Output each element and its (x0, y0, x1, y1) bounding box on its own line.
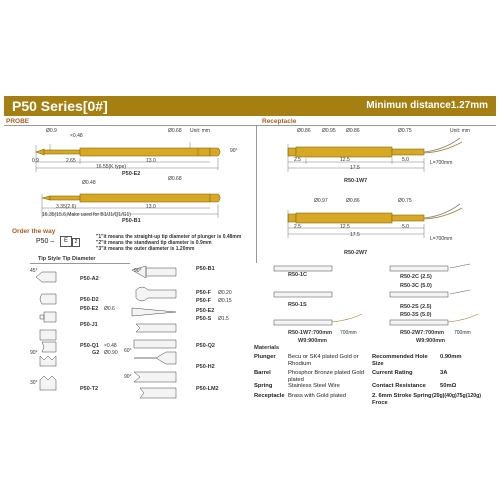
order-note-3: "3"it means the outer diameter is 1.20mm (96, 246, 195, 252)
spec-v2-1: 3A (440, 370, 448, 376)
tip-left-6: P50-T2 (80, 386, 99, 392)
spec-k2-3: 2. 6mm Stroke Spring Froce (372, 393, 432, 406)
rec-small-3: R50-1S (288, 302, 307, 308)
tip-mid-1-extra: Ø0.20 (218, 290, 232, 296)
rec-small-2: R50-3C (5.0) (400, 283, 432, 289)
angle-3: 90° (134, 268, 142, 274)
dim-1w7-7: 17.5 (350, 165, 360, 171)
rec-small-10: 700mm (340, 330, 357, 336)
order-title: Order the way (12, 228, 56, 235)
dim-1w7-4: 2.5 (294, 157, 301, 163)
tip-mid-4: P50-S (196, 316, 212, 322)
receptacle-1w7-label: R50-1W7 (344, 178, 368, 184)
dim-b1-0: Ø0.48 (82, 180, 96, 186)
spec-k2-2: Contact Resistance (372, 383, 426, 389)
dim-2w7-1: Ø0.86 (346, 198, 360, 204)
angle-5: 90° (124, 374, 132, 380)
order-sub: 2 (72, 238, 80, 247)
dim-1w7-6: 5.0 (402, 157, 409, 163)
tip-header-rule (30, 263, 130, 264)
order-note-1: "1"it means the straight-up tip diameter of plunger is 0.48mm (96, 234, 242, 240)
spec-v2-0: 0.90mm (440, 354, 462, 360)
rec-small-9: W9:900mm (416, 338, 446, 344)
tip-mid-5: P50-Q2 (196, 343, 215, 349)
dim-2w7-4: 12.5 (340, 224, 350, 230)
tip-mid-2: P50-F (196, 298, 211, 304)
spec-k-2: Spring (254, 383, 273, 389)
angle-1: 90° (30, 350, 38, 356)
dim-2w7-7: L=700mm (430, 236, 453, 242)
dim-e2-6: 13.0 (146, 158, 156, 164)
rec-small-1: R50-2C (2.5) (400, 274, 432, 280)
spec-k2-1: Current Rating (372, 370, 413, 376)
dim-b1-1: Ø0.68 (168, 176, 182, 182)
probe-e2-drawing (30, 130, 230, 175)
order-code: P50 – (36, 238, 55, 245)
spec-k-3: Receptacle (254, 393, 285, 399)
dim-1w7-2: Ø0.86 (346, 128, 360, 134)
min-distance: Minimun distance1.27mm (366, 100, 488, 111)
tip-mid-4-extra: Ø1.5 (218, 316, 229, 322)
dim-2w7-2: Ø0.75 (398, 198, 412, 204)
unit-label: Unit∶ mm (190, 128, 210, 134)
tip-left-5: G2 (92, 350, 100, 356)
rec-small-4: R50-2S (2.5) (400, 304, 432, 310)
dim-e2-3: 0.9 (32, 158, 39, 164)
rec-small-8: W9:900mm (298, 338, 328, 344)
dim-e2-4: 2.65 (66, 158, 76, 164)
spec-v-2: Stainless Steel Wire (288, 383, 340, 389)
dim-b1-2: 3.35(2.6) (56, 204, 77, 210)
probe-b1-label: P50-B1 (122, 218, 141, 224)
receptacle-2w7-label: R50-2W7 (344, 250, 368, 256)
dim-2w7-3: 2.5 (294, 224, 301, 230)
spec-v2-2: 50mΩ (440, 383, 457, 389)
spec-v2-3: (20g)(40g)75g(120g) (432, 393, 482, 399)
spec-k-1: Barrel (254, 370, 271, 376)
dim-b1-3: 13.0 (146, 204, 156, 210)
dim-b1-4: 16.35(15.6,Make used for B1/J1/Q1/G1) (42, 212, 131, 218)
tip-mid-1: P50-F (196, 290, 211, 296)
probe-section-title: PROBE (6, 118, 30, 125)
tip-mid-7: P50-LM2 (196, 386, 219, 392)
tip-left-2-extra: Ø0.6 (104, 306, 115, 312)
dim-1w7-5: 12.5 (340, 157, 350, 163)
unit-label-right: Unit∶ mm (450, 128, 470, 134)
rec-small-7: R50-2W7:700mm (400, 330, 445, 336)
order-box: E (60, 236, 72, 247)
angle-0: 45° (30, 268, 38, 274)
dim-1w7-3: Ø0.75 (398, 128, 412, 134)
tip-left-5-extra: Ø0.90 (104, 350, 118, 356)
dim-2w7-0: Ø0.97 (314, 198, 328, 204)
section-divider (256, 125, 257, 263)
spec-v-3: Brass with Gold plated (288, 393, 346, 399)
order-note-2: "2"it means the standward tip diameter is 0.9mm (96, 240, 212, 246)
rec-small-11: 700mm (454, 330, 471, 336)
dim-e2-7: 90° (230, 148, 238, 154)
tip-mid-0: P50-B1 (196, 266, 215, 272)
rec-small-6: R50-1W7:700mm (288, 330, 333, 336)
dim-e2-5: 16.55(K type) (96, 164, 127, 170)
spec-k2-0: Recommended Hole Size (372, 354, 428, 367)
dim-e2-1: ×0.48 (70, 133, 83, 139)
series-title: P50 Series[0#] (12, 98, 108, 114)
spec-v-0: Becu or SK4 plated Gold or Rhodium (288, 354, 359, 367)
dim-1w7-0: Ø0.86 (297, 128, 311, 134)
tip-left-0: P50-A2 (80, 276, 99, 282)
specs-title: Materials (254, 345, 280, 351)
dim-1w7-8: L=700mm (430, 160, 453, 166)
dim-2w7-5: 5.0 (402, 224, 409, 230)
receptacle-1w7-drawing (284, 130, 484, 175)
tips-left-drawings (30, 268, 80, 398)
probe-e2-label: P50-E2 (122, 171, 141, 177)
receptacle-section-title: Receptacle (262, 118, 297, 125)
tip-left-4-extra: ×0.48 (104, 343, 117, 349)
rec-small-5: R50-3S (5.0) (400, 312, 432, 318)
rec-small-0: R50-1C (288, 272, 307, 278)
tip-left-1: P50-D2 (80, 297, 99, 303)
tip-left-4: P50-Q1 (80, 343, 99, 349)
dim-e2-2: Ø0.68 (168, 128, 182, 134)
tip-left-2: P50-E2 (80, 306, 99, 312)
angle-2: 30° (30, 380, 38, 386)
section-rule (4, 125, 496, 126)
tip-header: Tip Style Tip Diameter (38, 256, 96, 262)
spec-k-0: Plunger (254, 354, 276, 360)
tip-mid-6: P50-H2 (196, 364, 215, 370)
tip-left-3: P50-J1 (80, 322, 98, 328)
angle-4: 60° (124, 348, 132, 354)
dim-1w7-1: Ø0.95 (322, 128, 336, 134)
dim-2w7-6: 17.5 (350, 232, 360, 238)
tip-mid-3: P50-E2 (196, 308, 215, 314)
header-bar (4, 96, 496, 116)
spec-v-1: Phosphor Bronze plated Gold plated (288, 370, 365, 383)
dim-e2-0: Ø0.9 (46, 128, 57, 134)
tips-mid-drawings (126, 264, 196, 400)
tip-mid-2-extra: Ø0.15 (218, 298, 232, 304)
